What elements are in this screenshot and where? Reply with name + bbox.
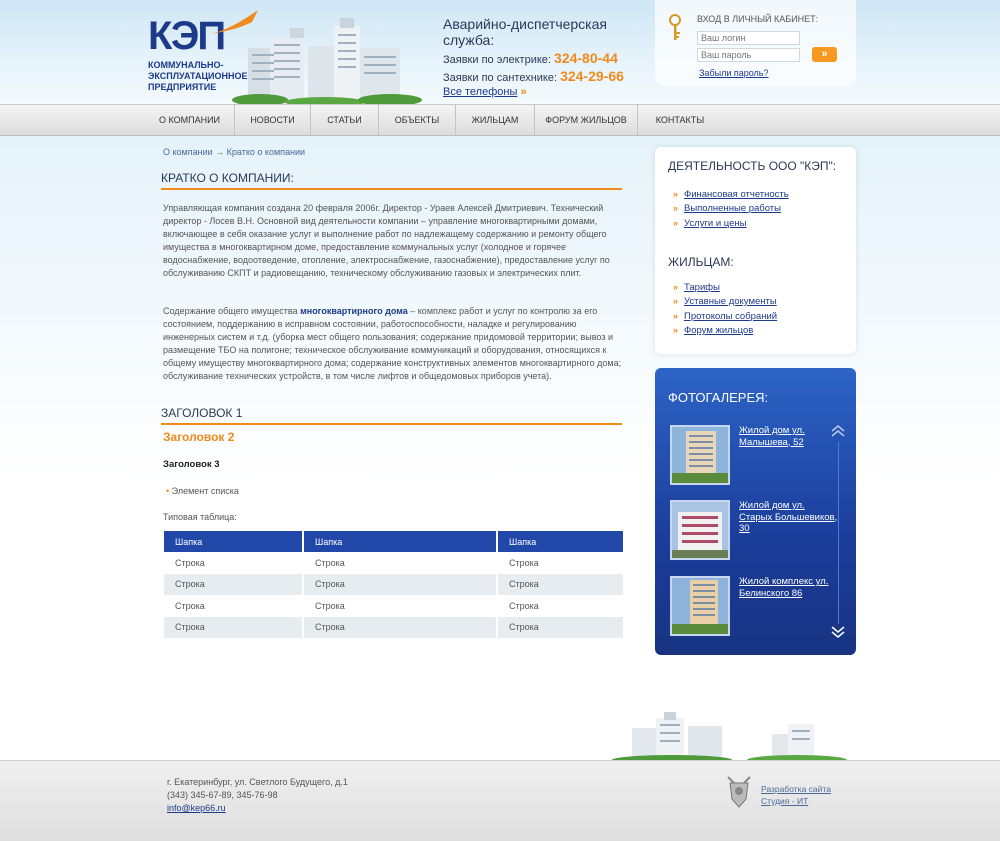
maintenance-paragraph xyxy=(163,305,623,382)
chevron-right-icon: » xyxy=(520,86,527,98)
password-input[interactable] xyxy=(697,48,800,62)
table-cell: Строка xyxy=(164,574,303,596)
menu-item-forum[interactable]: ФОРУМ ЖИЛЬЦОВ xyxy=(535,105,638,136)
building-photo xyxy=(672,578,728,634)
breadcrumb-current-link[interactable]: Кратко о компании xyxy=(226,147,306,157)
building-photo xyxy=(672,427,728,483)
list-item xyxy=(166,486,239,496)
footer xyxy=(0,760,1000,841)
breadcrumb-arrow-icon: → xyxy=(215,147,225,157)
electric-label: Заявки по электрике: xyxy=(443,54,551,66)
table-caption: Типовая таблица: xyxy=(163,512,237,522)
table-cell: Строка xyxy=(497,574,623,596)
plumbing-label: Заявки по сантехнике: xyxy=(443,72,558,84)
sidebar-box xyxy=(655,147,856,354)
menu-item-about[interactable]: О КОМПАНИИ xyxy=(145,105,235,136)
gallery-caption-link[interactable]: Жилой комплекс ул. Белинского 86 xyxy=(739,576,829,599)
plumbing-phone: 324-29-66 xyxy=(560,68,624,84)
table-cell: Строка xyxy=(303,574,497,596)
table-cell: Строка xyxy=(303,552,497,574)
studio-dev-link[interactable]: Разработка сайта xyxy=(761,784,831,794)
sidebar-link-label: Финансовая отчетность xyxy=(684,189,789,200)
sidebar-link-label: Услуги и цены xyxy=(684,218,747,229)
intro-paragraph: Управляющая компания создана 20 февраля 2006г. Директор - Ураев Алексей Дмитриевич. Технический директор - Лосев В.Н. Основной вид деятельности компании – управление многоквартирными домами, включающее в себя оказание услуг и выполнение работ по надлежащему содержанию и ремонту общего имущества в многоквартирном доме, предоставление коммунальных услуг (холодное и горячее водоснабжение, водоотведение, отопление, электроснабжение, газоснабжение), предоставление услуг по обслуживанию СКПТ и радиовещанию, техническому обслуживанию газовых и электрических плит. xyxy=(163,203,610,278)
sidebar-link-tariffs[interactable] xyxy=(673,282,720,293)
gallery-thumb[interactable] xyxy=(670,576,730,636)
gallery-caption-link[interactable]: Жилой дом ул. Малышева, 52 xyxy=(739,425,805,448)
table-header-cell: Шапка xyxy=(303,531,497,552)
paragraph-text-start: Содержание общего имущества xyxy=(163,306,301,316)
table-cell: Строка xyxy=(164,552,303,574)
heading-2: Заголовок 2 xyxy=(163,430,235,444)
footer-address: г. Екатеринбург, ул. Светлого Будущего, д.1 xyxy=(167,777,348,787)
gallery-title: ФОТОГАЛЕРЕЯ: xyxy=(668,390,769,405)
header xyxy=(0,0,1000,104)
building-photo xyxy=(672,502,728,558)
electric-line xyxy=(443,50,653,66)
logo-word: КЭП xyxy=(148,14,225,58)
main-menu xyxy=(0,104,1000,136)
table-header-cell: Шапка xyxy=(164,531,303,552)
gallery-scroll-rail xyxy=(838,442,839,624)
footer-email-line xyxy=(167,803,226,813)
menu-item-contacts[interactable]: КОНТАКТЫ xyxy=(655,115,705,125)
paragraph-text-end: – комплекс работ и услуг по контролю за его состоянием, поддержанию в исправном состоянии, работоспособности, наладке и регулированию инженерных систем и т.д. (уборка мест общего пользования; содержание придомовой территории; вывоз и размещение ТБО на полигоне; техническое обслуживание коммуникаций и оборудования, относящихся к общему имуществу многоквартирного дома; содержание конструктивных элементов многоквартирного дома; обслуживание технических устройств, в том числе лифтов и общедомовых приборов учета). xyxy=(163,306,622,381)
sidebar-link-label: Тарифы xyxy=(684,282,720,293)
breadcrumb-home-link[interactable]: О компании xyxy=(163,147,213,157)
footer-phones: (343) 345-67-89, 345-76-98 xyxy=(167,790,278,800)
gallery-down-arrow-icon[interactable] xyxy=(831,626,845,638)
studio-name-link[interactable]: Студия - ИТ xyxy=(761,796,809,806)
footer-email-link[interactable]: info@kep66.ru xyxy=(167,803,226,813)
page-title: КРАТКО О КОМПАНИИ: xyxy=(161,171,622,190)
sidebar-link-label: Уставные документы xyxy=(684,296,777,307)
heading-3: Заголовок 3 xyxy=(163,459,220,470)
sidebar-link-label: Протоколы собраний xyxy=(684,311,778,322)
table-cell: Строка xyxy=(509,557,539,568)
table-row xyxy=(164,574,623,596)
gallery-caption-link[interactable]: Жилой дом ул. Старых Большевиков, 30 xyxy=(739,500,838,534)
table-cell: Строка xyxy=(164,595,303,617)
key-icon xyxy=(667,14,683,42)
menu-item-residents[interactable]: ЖИЛЬЦАМ xyxy=(456,105,535,136)
table-header-row xyxy=(164,531,623,552)
table-row xyxy=(164,617,623,639)
photo-gallery xyxy=(655,368,856,655)
heading-1: ЗАГОЛОВОК 1 xyxy=(161,406,622,425)
sidebar-link-financial[interactable] xyxy=(673,189,789,200)
plumbing-line xyxy=(443,68,653,84)
chevron-right-icon: » xyxy=(673,189,679,199)
login-submit-button[interactable]: » xyxy=(812,47,837,62)
activity-title: ДЕЯТЕЛЬНОСТЬ ООО "КЭП": xyxy=(668,159,837,173)
gallery-thumb[interactable] xyxy=(670,425,730,485)
table-row xyxy=(164,552,623,574)
sidebar-link-services-prices[interactable] xyxy=(673,218,747,229)
table-header-cell: Шапка xyxy=(497,531,623,552)
chevron-right-icon: » xyxy=(673,218,679,228)
dispatch-title: Аварийно-диспетчерская служба: xyxy=(443,16,607,48)
buildings-illustration xyxy=(230,18,425,104)
menu-item-articles[interactable]: СТАТЬИ xyxy=(311,105,379,136)
electric-phone: 324-80-44 xyxy=(554,50,618,66)
table-cell: Строка xyxy=(303,617,497,639)
all-phones-link[interactable]: Все телефоны xyxy=(443,86,518,98)
sample-table xyxy=(164,531,623,638)
chevron-right-icon: » xyxy=(673,311,679,321)
forgot-password-link[interactable]: Забыли пароль? xyxy=(699,68,769,78)
logo-subtitle: КОММУНАЛЬНО-ЭКСПЛУАТАЦИОННОЕ ПРЕДПРИЯТИЕ xyxy=(148,60,248,92)
gallery-thumb[interactable] xyxy=(670,500,730,560)
gallery-up-arrow-icon[interactable] xyxy=(831,425,845,437)
table-cell: Строка xyxy=(497,617,623,639)
sidebar-link-completed-works[interactable] xyxy=(673,203,781,214)
sidebar-link-meeting-protocols[interactable] xyxy=(673,311,777,322)
table-row xyxy=(164,595,623,617)
breadcrumb xyxy=(163,147,305,157)
table-cell: Строка xyxy=(164,617,303,639)
sidebar-link-charter-docs[interactable] xyxy=(673,296,777,307)
chevron-right-icon: » xyxy=(673,325,679,335)
chevron-right-icon: » xyxy=(673,282,679,292)
sidebar-link-label: Выполненные работы xyxy=(684,203,781,214)
menu-item-objects[interactable]: ОБЪЕКТЫ xyxy=(379,105,456,136)
menu-item-news[interactable]: НОВОСТИ xyxy=(235,105,311,136)
chevron-right-icon: » xyxy=(673,296,679,306)
login-title: ВХОД В ЛИЧНЫЙ КАБИНЕТ: xyxy=(697,14,819,24)
login-panel xyxy=(655,0,856,86)
sidebar-link-label: Форум жильцов xyxy=(684,325,754,336)
buildings-illustration xyxy=(612,712,852,762)
list-bullet-icon: • xyxy=(166,486,170,496)
sidebar-link-forum[interactable] xyxy=(673,325,753,336)
dispatch-service xyxy=(443,16,653,98)
chevron-right-icon: » xyxy=(673,203,679,213)
list-item-text: Элемент списка xyxy=(171,486,239,496)
login-input[interactable] xyxy=(697,31,800,45)
studio-logo-icon[interactable] xyxy=(724,773,754,809)
residents-title: ЖИЛЬЦАМ: xyxy=(668,255,734,269)
apartment-building-link[interactable]: многоквартирного дома xyxy=(300,306,408,316)
table-cell: Строка xyxy=(509,600,539,611)
table-cell: Строка xyxy=(303,595,497,617)
